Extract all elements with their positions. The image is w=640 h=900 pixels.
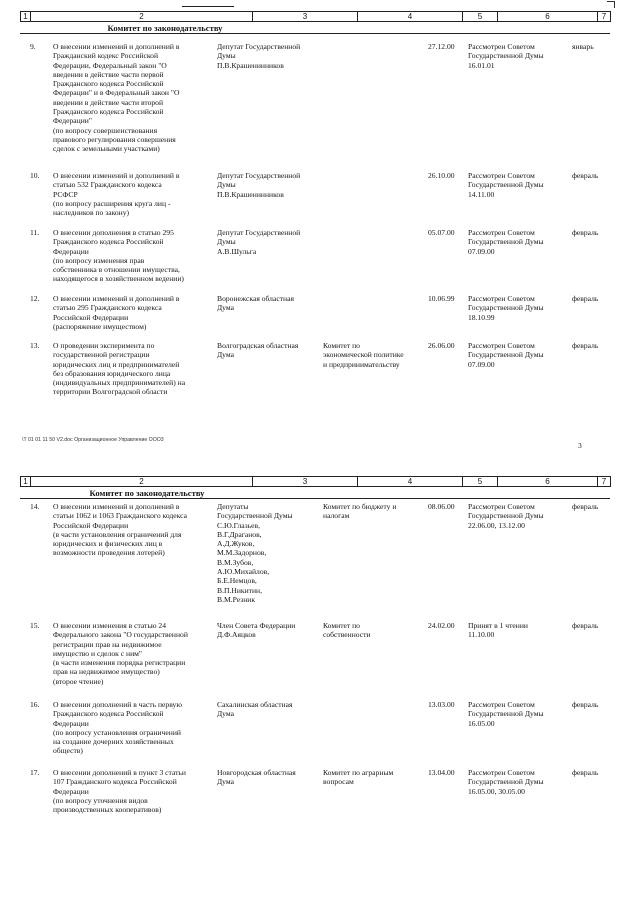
bill-title-line: (индивидуальных предпринимателей) на [53, 378, 186, 388]
planned-month: февраль [572, 700, 599, 709]
bill-title [53, 294, 179, 331]
bill-title-line: имущество и сделок с ним" [53, 648, 143, 658]
col-header-4: 4 [358, 12, 463, 22]
bill-author-line: П.В.Крашенинников [217, 189, 284, 199]
bill-title [53, 621, 188, 686]
col-header-7: 7 [598, 477, 611, 487]
bill-title-line: Российской Федерации [53, 312, 129, 322]
bill-title [53, 700, 182, 756]
planned-month: февраль [572, 294, 599, 303]
row-number: 16. [30, 700, 40, 709]
responsible-committee-line: налогам [323, 511, 350, 521]
responsible-committee-line: и предпринимательству [323, 359, 400, 369]
bill-author-line: Член Совета Федерации [217, 621, 296, 630]
bill-title-line: 107 Гражданского кодекса Российской [53, 777, 177, 787]
col-header-3: 3 [253, 12, 358, 22]
bill-title-line: статью 532 Гражданского кодекса [53, 180, 162, 190]
bill-title-line: наследников по закону) [53, 208, 130, 218]
bill-title [53, 228, 184, 284]
submission-date: 13.03.00 [428, 700, 455, 709]
bill-title-line: Федерации" [53, 116, 92, 126]
row-number: 14. [30, 502, 40, 511]
review-status-line: Государственной Думы [468, 180, 544, 190]
review-status-line: 14.11.00 [468, 189, 495, 199]
bill-title-line: (по вопросу уточнения видов [53, 795, 148, 805]
bill-title-line: юридических лиц и предпринимателей [53, 359, 180, 369]
bill-title-line: (распоряжение имуществом) [53, 321, 147, 331]
review-status-line: Государственной Думы [468, 511, 544, 521]
bill-author-line: Дума [217, 777, 235, 787]
bill-title-line: находящегося в хозяйственном ведении) [53, 274, 184, 284]
bill-author [217, 294, 294, 313]
bill-author-line: Волгоградская областная [217, 341, 299, 350]
bill-title-line: юридических и физических лиц в [53, 539, 163, 549]
bill-author-line: Дума [217, 350, 235, 360]
planned-month: январь [572, 42, 594, 51]
scan-corner-mark [607, 1, 615, 8]
col-header-6: 6 [498, 477, 598, 487]
responsible-committee-line: собственности [323, 630, 371, 640]
planned-month: февраль [572, 228, 599, 237]
bill-title-line: Федерации [53, 246, 89, 256]
bill-author-line: Новгородская областная [217, 768, 296, 777]
submission-date: 24.02.00 [428, 621, 455, 630]
bill-title-line: сделок с земельными участками) [53, 144, 160, 154]
responsible-committee-line: Комитет по [323, 341, 360, 350]
review-status-line: Рассмотрен Советом [468, 768, 535, 777]
row-number: 11. [30, 228, 40, 237]
bill-title-line: прав на недвижимое имущество) [53, 667, 160, 677]
bill-title [53, 502, 187, 558]
bill-title-line: О внесении изменений и дополнений в [53, 502, 180, 511]
review-status-line: Принят в 1 чтении [468, 621, 528, 630]
bill-author [217, 171, 300, 199]
bill-title-line: регистрации прав на недвижимое [53, 639, 162, 649]
review-status-line: Государственной Думы [468, 51, 544, 61]
submission-date: 10.06.99 [428, 294, 455, 303]
review-status-line: Государственной Думы [468, 709, 544, 719]
bill-title-line: О внесении дополнений в пункт 3 статьи [53, 768, 186, 777]
bill-title-line: Гражданского кодекса Российской [53, 107, 164, 117]
review-status-line: 22.06.00, 13.12.00 [468, 520, 525, 530]
planned-month: февраль [572, 621, 599, 630]
bill-author-line: Дума [217, 303, 235, 313]
review-status [468, 294, 544, 322]
bill-author-line: Государственной Думы [217, 511, 293, 521]
review-status-line: Государственной Думы [468, 777, 544, 787]
bill-title-line: обществ) [53, 746, 83, 756]
bill-title-line: О внесении изменений и дополнений в [53, 171, 180, 180]
bill-author-line: Депутат Государственной [217, 228, 301, 237]
bill-title-line: Федерации [53, 718, 89, 728]
bill-title [53, 171, 179, 217]
bill-title [53, 341, 185, 397]
bill-title-line: (по вопросу совершенствования [53, 125, 158, 135]
responsible-committee-line: Комитет по [323, 621, 360, 630]
planned-month: февраль [572, 502, 599, 511]
bill-author-line: Депутат Государственной [217, 42, 301, 51]
bill-author-line: А.Ю.Михайлов, [217, 567, 270, 577]
bill-author [217, 700, 292, 719]
bill-author-line: Б.Е.Немцов, [217, 576, 257, 586]
review-status-line: 16.05.00, 30.05.00 [468, 786, 525, 796]
review-status-line: Государственной Думы [468, 303, 544, 313]
page-number: 3 [578, 441, 582, 450]
bill-title-line: государственной регистрации [53, 350, 150, 360]
col-header-2: 2 [31, 477, 253, 487]
bill-author [217, 42, 300, 70]
bill-author-line: В.М.Резник [217, 594, 256, 604]
bill-title-line: (по вопросу изменения прав [53, 255, 145, 265]
bill-title-line: (в части установления ограничений для [53, 529, 182, 539]
bill-title-line: (в части изменения порядка регистрации [53, 658, 186, 668]
bill-title-line: О внесении изменений и дополнений в [53, 42, 180, 51]
responsible-committee-line: вопросам [323, 777, 354, 787]
bill-title-line: производственных кооперативов) [53, 805, 162, 815]
bill-title-line: без образования юридического лица [53, 368, 171, 378]
review-status-line: 11.10.00 [468, 630, 495, 640]
bill-title-line: О внесении изменения в статью 24 [53, 621, 166, 630]
bill-title [53, 42, 179, 154]
review-status [468, 502, 544, 530]
bill-author-line: В.Г.Драганов, [217, 529, 262, 539]
bill-author [217, 228, 300, 256]
bill-author-line: Сахалинская областная [217, 700, 293, 709]
review-status-line: Рассмотрен Советом [468, 42, 535, 51]
section-underline [20, 498, 610, 499]
bill-title-line: (по вопросу расширения круга лиц - [53, 198, 171, 208]
col-header-3: 3 [253, 477, 358, 487]
section-underline [20, 33, 610, 34]
bill-author-line: Думы [217, 180, 236, 190]
bill-title-line: территории Волгоградской области [53, 387, 168, 397]
col-header-5: 5 [463, 12, 498, 22]
bill-title-line: статьи 1062 и 1063 Гражданского кодекса [53, 511, 187, 521]
col-header-1: 1 [21, 12, 31, 22]
bill-title-line: О внесении изменений и дополнений в [53, 294, 180, 303]
column-header-row-bottom [20, 476, 611, 487]
bill-author-line: А.Д.Жуков, [217, 539, 255, 549]
bill-author-line: П.В.Крашенинников [217, 60, 284, 70]
section-title: Комитет по законодательству [107, 23, 223, 33]
section-title: Комитет по законодательству [89, 488, 205, 498]
bill-title-line: (по вопросу установления ограничений [53, 727, 181, 737]
responsible-committee [323, 768, 393, 787]
review-status-line: Рассмотрен Советом [468, 341, 535, 350]
col-header-7: 7 [598, 12, 611, 22]
review-status [468, 621, 528, 640]
submission-date: 08.06.00 [428, 502, 455, 511]
bill-author-line: С.Ю.Глазьев, [217, 520, 260, 530]
bill-title-line: Федерации [53, 786, 89, 796]
bill-title [53, 768, 186, 814]
row-number: 12. [30, 294, 40, 303]
responsible-committee-line: экономической политике [323, 350, 404, 360]
review-status [468, 171, 544, 199]
responsible-committee [323, 502, 396, 521]
col-header-1: 1 [21, 477, 31, 487]
bill-author-line: М.М.Задорнов, [217, 548, 267, 558]
planned-month: февраль [572, 171, 599, 180]
review-status-line: Рассмотрен Советом [468, 228, 535, 237]
bill-author-line: А.В.Шульга [217, 246, 257, 256]
bill-title-line: возможности проведения лотерей) [53, 548, 165, 558]
row-number: 15. [30, 621, 40, 630]
row-number: 13. [30, 341, 40, 350]
bill-title-line: Российской Федерации [53, 520, 129, 530]
bill-author-line: Думы [217, 237, 236, 247]
bill-title-line: Гражданского кодекса Российской [53, 237, 164, 247]
planned-month: февраль [572, 768, 599, 777]
submission-date: 26.06.00 [428, 341, 455, 350]
row-number: 17. [30, 768, 40, 777]
bill-title-line: собственника в отношении имущества, [53, 265, 180, 275]
review-status-line: 07.09.00 [468, 246, 495, 256]
review-status-line: Государственной Думы [468, 237, 544, 247]
footer-file-note: \Т 01 01 11 50 V2.doc Организационное Управление ООО3 [22, 437, 164, 443]
col-header-4: 4 [358, 477, 463, 487]
bill-author-line: В.М.Зубов, [217, 557, 254, 567]
bill-title-line: О проведении эксперимента по [53, 341, 155, 350]
bill-title-line: Федерации, Федеральный закон "О [53, 60, 167, 70]
bill-author-line: Думы [217, 51, 236, 61]
review-status-line: Рассмотрен Советом [468, 294, 535, 303]
bill-author-line: Д.Ф.Аяцков [217, 630, 256, 640]
bill-author-line: В.П.Никитин, [217, 585, 262, 595]
submission-date: 05.07.00 [428, 228, 455, 237]
bill-author-line: Депутаты [217, 502, 249, 511]
row-number: 9. [30, 42, 36, 51]
bill-title-line: Гражданского кодекса Российской [53, 79, 164, 89]
responsible-committee-line: Комитет по аграрным [323, 768, 394, 777]
bill-author [217, 502, 293, 604]
bill-title-line: правового регулирования совершения [53, 134, 176, 144]
col-header-6: 6 [498, 12, 598, 22]
submission-date: 26.10.00 [428, 171, 455, 180]
bill-title-line: на создание дочерних хозяйственных [53, 737, 174, 747]
review-status [468, 700, 544, 728]
bill-title-line: Гражданского кодекса Российской [53, 709, 164, 719]
row-number: 10. [30, 171, 40, 180]
bill-author-line: Депутат Государственной [217, 171, 301, 180]
bill-title-line: введении в действие части первой [53, 69, 164, 79]
bill-title-line: статью 295 Гражданского кодекса [53, 303, 162, 313]
bill-title-line: введении в действие части второй [53, 97, 164, 107]
review-status-line: Государственной Думы [468, 350, 544, 360]
responsible-committee [323, 621, 371, 640]
bill-title-line: (второе чтение) [53, 676, 104, 686]
bill-title-line: О внесении дополнений в часть первую [53, 700, 183, 709]
bill-title-line: О внесении дополнения в статью 295 [53, 228, 174, 237]
bill-author-line: Воронежская областная [217, 294, 294, 303]
review-status-line: 18.10.99 [468, 312, 495, 322]
responsible-committee [323, 341, 404, 369]
responsible-committee-line: Комитет по бюджету и [323, 502, 397, 511]
col-header-2: 2 [31, 12, 253, 22]
column-header-row-top [20, 11, 611, 22]
review-status [468, 341, 544, 369]
bill-title-line: Гражданский кодекс Российской [53, 51, 159, 61]
review-status-line: Рассмотрен Советом [468, 700, 535, 709]
scan-artifact-line [182, 6, 234, 7]
bill-author [217, 768, 296, 787]
bill-author [217, 341, 298, 360]
submission-date: 27.12.00 [428, 42, 455, 51]
review-status [468, 228, 544, 256]
bill-author [217, 621, 295, 640]
review-status-line: 07.09.00 [468, 359, 495, 369]
review-status-line: 16.01.01 [468, 60, 495, 70]
review-status-line: 16.05.00 [468, 718, 495, 728]
submission-date: 13.04.00 [428, 768, 455, 777]
review-status [468, 768, 544, 796]
review-status-line: Рассмотрен Советом [468, 171, 535, 180]
col-header-5: 5 [463, 477, 498, 487]
bill-author-line: Дума [217, 709, 235, 719]
planned-month: февраль [572, 341, 599, 350]
bill-title-line: Федерального закона "О государственной [53, 630, 188, 640]
bill-title-line: РСФСР [53, 189, 78, 199]
review-status-line: Рассмотрен Советом [468, 502, 535, 511]
bill-title-line: Федерации" и в Федеральный закон "О [53, 88, 180, 98]
review-status [468, 42, 544, 70]
